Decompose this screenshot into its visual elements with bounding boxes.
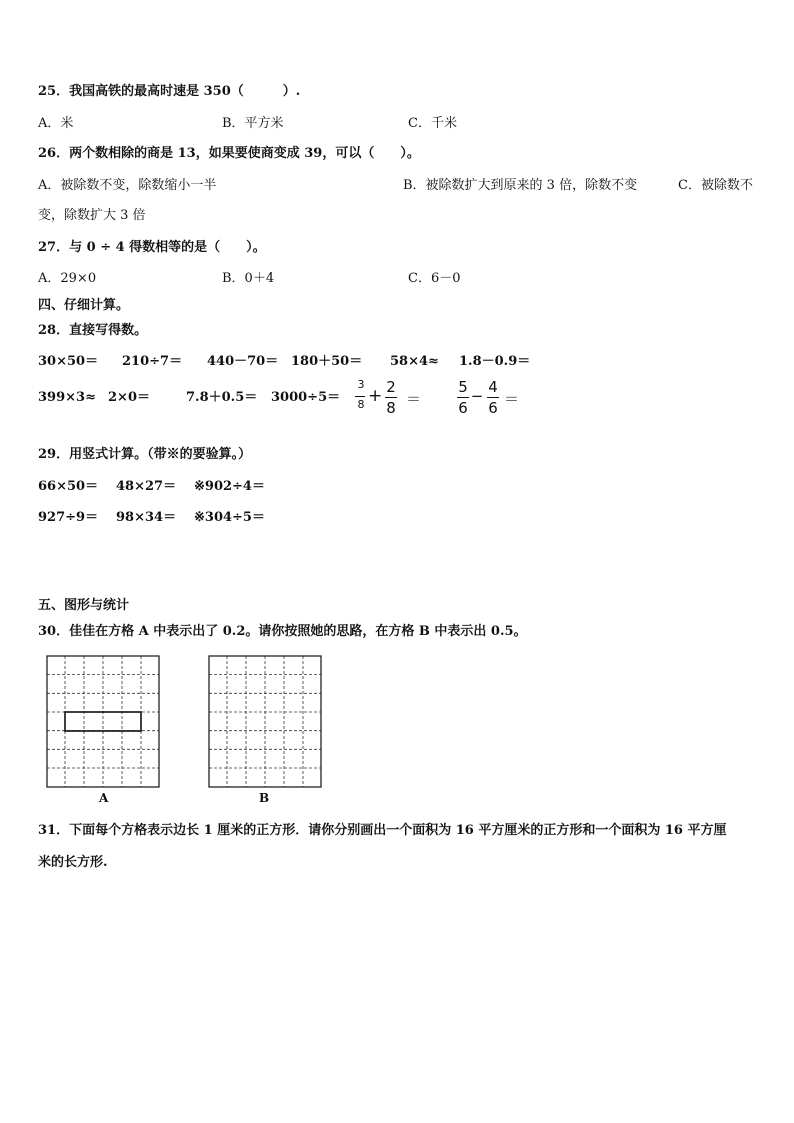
q26-stem: 26．两个数相除的商是 13，如果要使商变成 39，可以（ ）。: [38, 146, 420, 161]
grid-a-label: A: [99, 791, 109, 805]
fraction-bar: [457, 397, 469, 398]
q25-option-b: B．平方米: [222, 116, 284, 131]
q28-item: 2×0＝: [108, 390, 150, 405]
q28-item: 440－70＝: [207, 354, 279, 369]
q26-option-c: C．被除数不: [678, 178, 753, 193]
grid-a-figure: [46, 655, 160, 788]
q29-item: 98×34＝: [116, 510, 177, 525]
q30-stem: 30．佳佳在方格 A 中表示出了 0.2。请你按照她的思路，在方格 B 中表示出 0.5。: [38, 624, 527, 639]
q28-item: 399×3≈: [38, 390, 96, 405]
numerator: 3: [357, 378, 365, 391]
q31-stem-line2: 米的长方形.: [38, 855, 108, 870]
q26-option-b: B．被除数扩大到原来的 3 倍，除数不变: [403, 178, 638, 193]
numerator: 4: [488, 378, 498, 396]
q28-item: 3000÷5＝: [271, 390, 341, 405]
q28-item: 210÷7＝: [122, 354, 183, 369]
operator: −: [470, 387, 484, 405]
q29-item: 66×50＝: [38, 479, 99, 494]
q28-item: 30×50＝: [38, 354, 99, 369]
fraction-bar: [487, 397, 499, 398]
equals: ＝: [406, 390, 422, 408]
denominator: 6: [488, 399, 498, 417]
denominator: 6: [458, 399, 468, 417]
fraction-bar: [355, 396, 365, 397]
denominator: 8: [357, 398, 365, 411]
denominator: 8: [386, 399, 396, 417]
q29-stem: 29．用竖式计算。（带※的要验算。）: [38, 447, 252, 462]
q25-stem: 25．我国高铁的最高时速是 350（ ）.: [38, 84, 301, 99]
q25-option-c: C．千米: [408, 116, 457, 131]
section-4-heading: 四、仔细计算。: [38, 298, 130, 313]
q28-item: 58×4≈: [390, 354, 439, 369]
section-5-heading: 五、图形与统计: [38, 598, 130, 613]
numerator: 5: [458, 378, 468, 396]
q25-option-a: A．米: [38, 116, 74, 131]
q26-option-c-continued: 变，除数扩大 3 倍: [38, 208, 146, 223]
q31-stem-line1: 31．下面每个方格表示边长 1 厘米的正方形．请你分别画出一个面积为 16 平方厘米的正方形和一个面积为 16 平方厘: [38, 823, 727, 838]
fraction-bar: [385, 397, 397, 398]
q27-option-a: A．29×0: [38, 271, 97, 286]
q29-item: 927÷9＝: [38, 510, 99, 525]
q27-stem: 27．与 0 ÷ 4 得数相等的是（ ）。: [38, 240, 266, 255]
grid-b-label: B: [259, 791, 270, 805]
operator: +: [368, 386, 383, 406]
q27-option-c: C．6－0: [408, 271, 461, 286]
grid-a: [46, 655, 160, 792]
grid-b[interactable]: [208, 655, 322, 792]
equals: ＝: [504, 390, 520, 408]
q28-stem: 28．直接写得数。: [38, 323, 148, 338]
q28-item: 7.8＋0.5＝: [186, 390, 258, 405]
q29-item: ※902÷4＝: [194, 479, 265, 494]
q28-item: 180＋50＝: [291, 354, 363, 369]
q29-item: ※304÷5＝: [194, 510, 265, 525]
q26-option-a: A．被除数不变，除数缩小一半: [38, 178, 217, 193]
q27-option-b: B．0＋4: [222, 271, 275, 286]
grid-b-figure[interactable]: [208, 655, 322, 788]
q29-item: 48×27＝: [116, 479, 177, 494]
numerator: 2: [386, 378, 396, 396]
q28-item: 1.8－0.9＝: [459, 354, 531, 369]
